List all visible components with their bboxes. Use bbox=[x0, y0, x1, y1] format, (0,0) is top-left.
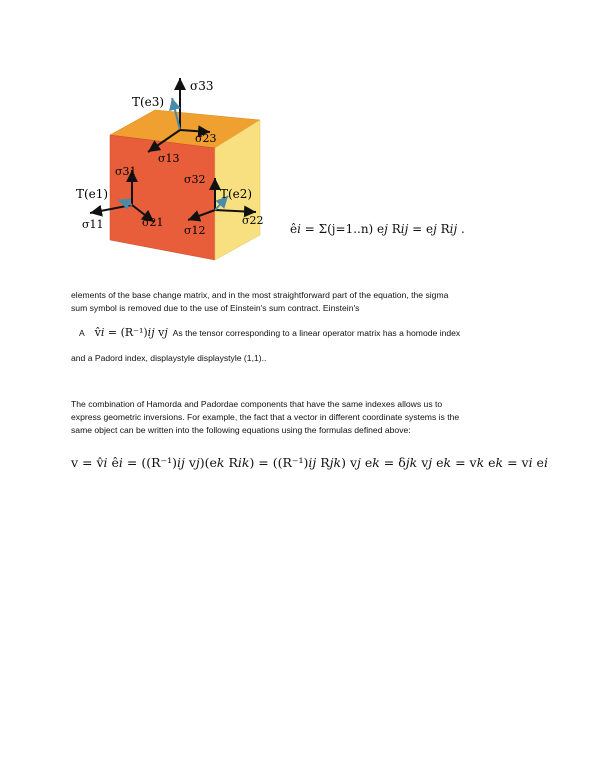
label-te2: T(e2) bbox=[220, 187, 253, 201]
stress-cube-figure bbox=[70, 70, 270, 265]
label-sigma33: σ33 bbox=[190, 79, 214, 93]
paragraph-3-line-1: The combination of Hamorda and Padordae components that have the same indexes allows us to bbox=[71, 399, 443, 409]
paragraph-3 bbox=[71, 398, 459, 437]
label-sigma13: σ13 bbox=[158, 152, 180, 165]
paragraph-1 bbox=[71, 289, 448, 315]
label-sigma32: σ32 bbox=[184, 173, 206, 186]
inline-suffix: As the tensor corresponding to a linear operator matrix has a homode index bbox=[172, 328, 461, 338]
vector-invariance-equation: v = v̂𝑖 ê𝑖 = ((R⁻¹)𝑖𝑗 v𝑗)(e𝑘 R𝑖𝑘) = ((R⁻¹)𝑖𝑗 R𝑗𝑘) v𝑗 e𝑘 = δ𝑗𝑘 v𝑗 e𝑘 = v𝑘 e𝑘 = v𝑖 e𝑖 bbox=[71, 455, 548, 470]
label-sigma31: σ31 bbox=[115, 165, 137, 178]
label-te3: T(e3) bbox=[132, 95, 165, 109]
paragraph-1-line-1: elements of the base change matrix, and in the most straightforward part of the equation, the sigma bbox=[71, 290, 449, 300]
paragraph-3-line-3: same object can be written into the following equations using the formulas defined above: bbox=[71, 425, 411, 435]
inline-equation-row bbox=[79, 326, 460, 339]
label-sigma23: σ23 bbox=[195, 132, 217, 145]
stress-cube-diagram bbox=[70, 70, 270, 265]
paragraph-3-line-2: express geometric inversions. For example, the fact that a vector in different coordinate systems is the bbox=[71, 412, 460, 422]
label-sigma11: σ11 bbox=[82, 218, 104, 231]
label-sigma22: σ22 bbox=[242, 214, 264, 227]
inverse-transform-equation: v̂𝑖 = (R⁻¹)𝑖𝑗 v𝑗 bbox=[94, 326, 168, 339]
paragraph-2-line-2: and a Padord index, displaystyle displaystyle (1,1).. bbox=[71, 353, 267, 363]
basis-change-equation: ê𝑖 = Σ(j=1..n) e𝑗 R𝑖𝑗 = e𝑗 R𝑖𝑗 . bbox=[290, 222, 465, 236]
label-te1: T(e1) bbox=[76, 187, 109, 201]
inline-prefix: A bbox=[79, 328, 85, 338]
paragraph-1-line-2: sum symbol is removed due to the use of Einstein's sum contract. Einstein's bbox=[71, 303, 360, 313]
label-sigma12: σ12 bbox=[184, 224, 206, 237]
label-sigma21: σ21 bbox=[142, 216, 164, 229]
